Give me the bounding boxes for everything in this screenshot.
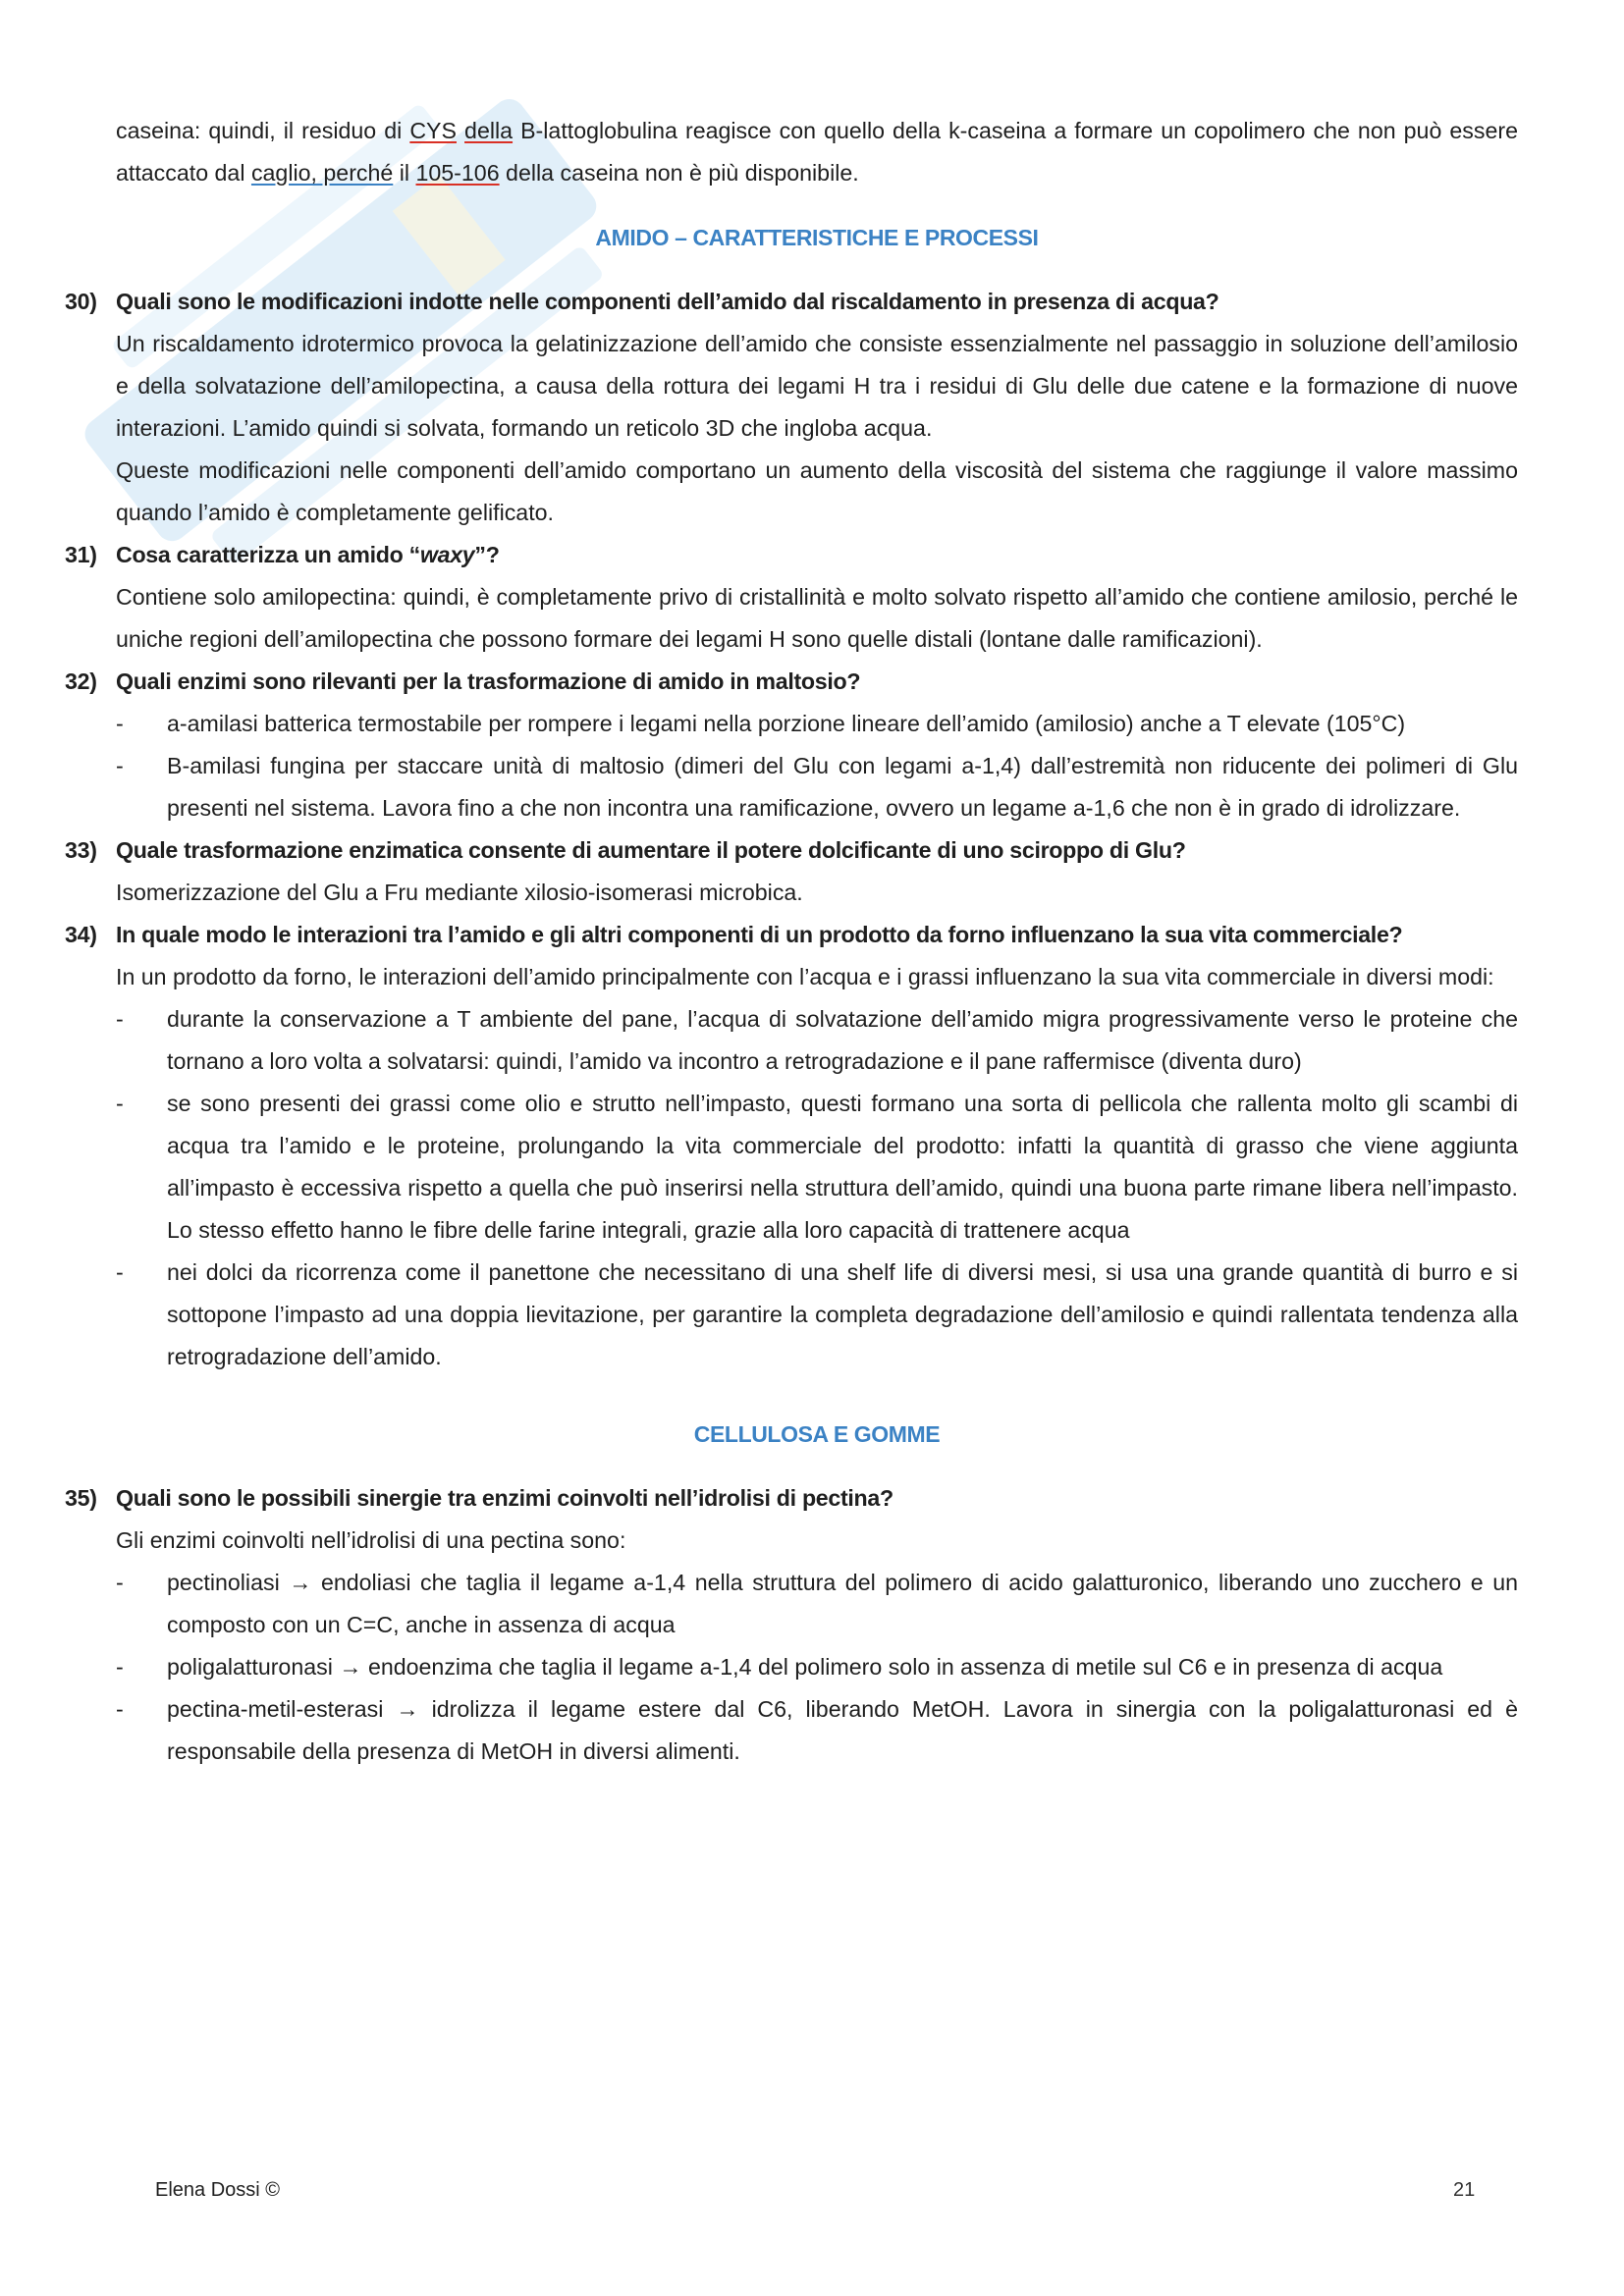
- dash-bullet: -: [116, 753, 124, 778]
- list-item: [116, 1083, 1518, 1252]
- list-item-text: a-amilasi batterica termostabile per rompere i legami nella porzione lineare dell’amido (amilosio) anche a T elevate (105°C): [167, 711, 1406, 736]
- dash-bullet: -: [116, 1259, 124, 1285]
- list-item: [116, 998, 1518, 1083]
- question-34: [65, 914, 1518, 956]
- intro-caglio: caglio, perché: [250, 160, 394, 186]
- intro-della: della: [464, 118, 514, 143]
- question-text: ”?: [474, 542, 500, 567]
- question-emphasis: waxy: [419, 542, 475, 567]
- intro-space: [513, 118, 520, 143]
- enzyme-term: pectina-metil-esterasi: [167, 1696, 384, 1722]
- section-heading-amido: AMIDO – CARATTERISTICHE E PROCESSI: [595, 225, 1039, 250]
- enzyme-term: pectinoliasi: [167, 1570, 280, 1595]
- question-35: [65, 1477, 1518, 1520]
- question-text: In quale modo le interazioni tra l’amido e gli altri componenti di un prodotto da forno influenzano la sua vita commerciale?: [116, 922, 1403, 947]
- list-item: [116, 703, 1518, 745]
- answer-paragraph: Un riscaldamento idrotermico provoca la gelatinizzazione dell’amido che consiste essenzialmente nel passaggio in soluzione dell’amilosio e della solvatazione dell’amilopectina, a causa della rottura dei legami H tra i residui di Glu delle due catene e la formazione di nuove interazioni. L’amido quindi si solvata, formando un reticolo 3D che ingloba acqua.: [116, 331, 1518, 441]
- question-text: Quali sono le possibili sinergie tra enzimi coinvolti nell’idrolisi di pectina?: [116, 1485, 893, 1511]
- answer-list: [116, 1562, 1518, 1773]
- list-item: [116, 745, 1518, 829]
- list-item-text: durante la conservazione a T ambiente del pane, l’acqua di solvatazione dell’amido migra progressivamente verso le proteine che tornano a loro volta a solvatarsi: quindi, l’amido va incontro a retrogradazione e il pane raffermisce (diventa duro): [167, 1006, 1518, 1074]
- footer-author: Elena Dossi ©: [155, 2179, 281, 2201]
- intro-text: reagisce con quello della k-caseina a formare un copolimero che non può essere attaccato dal: [116, 118, 1518, 186]
- list-item-text: se sono presenti dei grassi come olio e strutto nell’impasto, questi formano una sorta di pellicola che rallenta molto gli scambi di acqua tra l’amido e le proteine, prolungando la vita commerciale del prodotto: infatti la quantità di grasso che viene aggiunta all’impasto è eccessiva rispetto a quella che può inserirsi nella struttura dell’amido, quindi una buona parte rimane libera nell’impasto. Lo stesso effetto hanno le fibre delle farine integrali, grazie alla loro capacità di trattenere acqua: [167, 1091, 1518, 1243]
- dash-bullet: -: [116, 1696, 124, 1722]
- answer-list: [116, 998, 1518, 1378]
- dash-bullet: -: [116, 1091, 124, 1116]
- question-30: [65, 281, 1518, 323]
- dash-bullet: -: [116, 1570, 124, 1595]
- page-number: 21: [1453, 2179, 1476, 2201]
- section-heading-cellulosa: CELLULOSA E GOMME: [693, 1421, 941, 1447]
- dash-bullet: -: [116, 1006, 124, 1032]
- question-number: 32): [65, 668, 97, 694]
- question-31: [65, 534, 1518, 576]
- question-text: Quali sono le modificazioni indotte nelle componenti dell’amido dal riscaldamento in presenza di acqua?: [116, 289, 1219, 314]
- question-text: Cosa caratterizza un amido “: [116, 542, 420, 567]
- list-item-text: endoenzima che taglia il legame a-1,4 del polimero solo in assenza di metile sul C6 e in presenza di acqua: [361, 1654, 1443, 1680]
- list-item-text: nei dolci da ricorrenza come il panettone che necessitano di una shelf life di diversi mesi, si usa una grande quantità di burro e si sottopone l’impasto ad una doppia lievitazione, per garantire la completa degradazione dell’amilosio e quindi rallentata tendenza alla retrogradazione dell’amido.: [167, 1259, 1518, 1369]
- question-33: [65, 829, 1518, 872]
- intro-cys: CYS: [409, 118, 457, 143]
- intro-blatto: B-lattoglobulina: [520, 118, 677, 143]
- intro-space: [457, 118, 464, 143]
- question-32: [65, 661, 1518, 703]
- list-item: [116, 1688, 1518, 1773]
- dash-bullet: -: [116, 1654, 124, 1680]
- question-number: 33): [65, 837, 97, 863]
- list-item-text: idrolizza il legame estere dal C6, liberando MetOH. Lavora in sinergia con la poligalatturonasi ed è responsabile della presenza di MetOH in diversi alimenti.: [167, 1696, 1518, 1764]
- intro-number: 105-106: [415, 160, 500, 186]
- question-number: 34): [65, 922, 97, 947]
- document-page: [65, 110, 1518, 1773]
- answer-paragraph: Contiene solo amilopectina: quindi, è completamente privo di cristallinità e molto solvato rispetto all’amido che contiene amilosio, perché le uniche regioni dell’amilopectina che possono formare dei legami H sono quelle distali (lontane dalle ramificazioni).: [116, 584, 1518, 652]
- question-number: 35): [65, 1485, 97, 1511]
- arrow-right-icon: →: [396, 1696, 419, 1722]
- question-text: Quale trasformazione enzimatica consente di aumentare il potere dolcificante di uno sciroppo di Glu?: [116, 837, 1186, 863]
- question-number: 30): [65, 289, 97, 314]
- list-item-text: endoliasi che taglia il legame a-1,4 nella struttura del polimero di acido galatturonico, liberando uno zucchero e un composto con un C=C, anche in assenza di acqua: [167, 1570, 1518, 1637]
- list-item: [116, 1562, 1518, 1646]
- arrow-right-icon: →: [289, 1570, 312, 1595]
- enzyme-term: poligalatturonasi: [167, 1654, 333, 1680]
- answer-list: [116, 703, 1518, 829]
- answer-paragraph: In un prodotto da forno, le interazioni dell’amido principalmente con l’acqua e i grassi influenzano la sua vita commerciale in diversi modi:: [116, 964, 1494, 989]
- answer-paragraph: Isomerizzazione del Glu a Fru mediante xilosio-isomerasi microbica.: [116, 880, 803, 905]
- list-item-text: B-amilasi fungina per staccare unità di maltosio (dimeri del Glu con legami a-1,4) dall’estremità non riducente dei polimeri di Glu presenti nel sistema. Lavora fino a che non incontra una ramificazione, ovvero un legame a-1,6 che non è in grado di idrolizzare.: [167, 753, 1518, 821]
- intro-text: il: [393, 160, 416, 186]
- list-item: [116, 1252, 1518, 1378]
- question-text: Quali enzimi sono rilevanti per la trasformazione di amido in maltosio?: [116, 668, 861, 694]
- intro-text: caseina: quindi, il residuo di: [116, 118, 410, 143]
- answer-paragraph: Queste modificazioni nelle componenti dell’amido comportano un aumento della viscosità del sistema che raggiunge il valore massimo quando l’amido è completamente gelificato.: [116, 457, 1518, 525]
- list-item: [116, 1646, 1518, 1688]
- arrow-right-icon: →: [339, 1654, 362, 1680]
- dash-bullet: -: [116, 711, 124, 736]
- intro-paragraph: [116, 110, 1518, 194]
- intro-text: della caseina non è più disponibile.: [499, 160, 859, 186]
- question-number: 31): [65, 542, 97, 567]
- answer-paragraph: Gli enzimi coinvolti nell’idrolisi di una pectina sono:: [116, 1527, 626, 1553]
